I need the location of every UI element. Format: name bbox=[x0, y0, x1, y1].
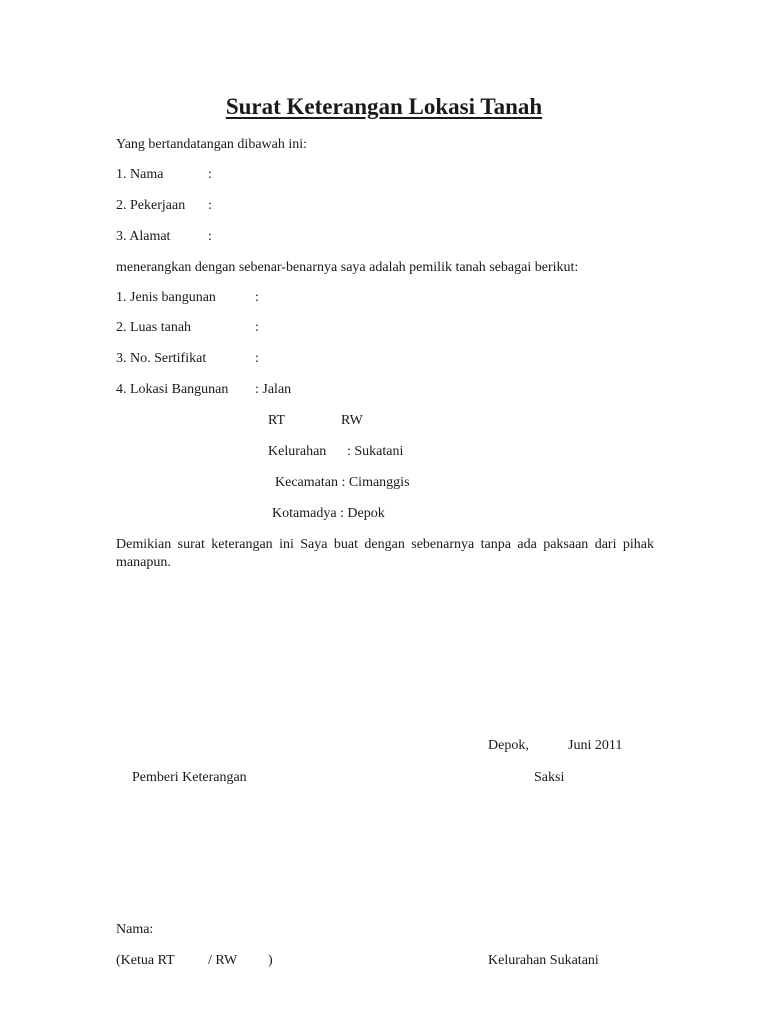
closing-paragraph: Demikian surat keterangan ini Saya buat dengan sebenarnya tanpa ada paksaan dari pihak manapun. bbox=[116, 537, 654, 570]
signature-place: Depok, bbox=[488, 738, 529, 753]
location-rw-label: RW bbox=[341, 413, 363, 428]
field-pekerjaan-label: 2. Pekerjaan bbox=[116, 198, 186, 213]
rw-label: / RW bbox=[208, 953, 238, 968]
location-kelurahan-value: : Sukatani bbox=[347, 444, 404, 459]
field-lokasi-bangunan-value: : Jalan bbox=[255, 382, 292, 397]
field-luas-tanah-label: 2. Luas tanah bbox=[116, 320, 192, 335]
field-pekerjaan-separator: : bbox=[208, 198, 212, 213]
statement-text: menerangkan dengan sebenar-benarnya saya adalah pemilik tanah sebagai berikut: bbox=[116, 260, 579, 275]
signature-date: Juni 2011 bbox=[568, 738, 623, 753]
giver-label: Pemberi Keterangan bbox=[132, 770, 247, 785]
location-rt-label: RT bbox=[268, 413, 286, 428]
ketua-rt-label: (Ketua RT bbox=[116, 953, 175, 968]
field-lokasi-bangunan-label: 4. Lokasi Bangunan bbox=[116, 382, 229, 397]
name-label: Nama: bbox=[116, 922, 154, 937]
field-nama-label: 1. Nama bbox=[116, 167, 164, 182]
field-luas-tanah-separator: : bbox=[255, 320, 259, 335]
field-sertifikat-label: 3. No. Sertifikat bbox=[116, 351, 207, 366]
location-kelurahan-label: Kelurahan bbox=[268, 444, 327, 459]
field-alamat-separator: : bbox=[208, 229, 212, 244]
kelurahan-signature-label: Kelurahan Sukatani bbox=[488, 953, 599, 968]
document-title: Surat Keterangan Lokasi Tanah bbox=[225, 94, 543, 119]
field-jenis-bangunan-label: 1. Jenis bangunan bbox=[116, 290, 216, 305]
field-jenis-bangunan-separator: : bbox=[255, 290, 259, 305]
intro-text: Yang bertandatangan dibawah ini: bbox=[116, 137, 308, 152]
location-kotamadya: Kotamadya : Depok bbox=[272, 506, 385, 521]
witness-label: Saksi bbox=[534, 770, 565, 785]
field-alamat-label: 3. Alamat bbox=[116, 229, 171, 244]
field-sertifikat-separator: : bbox=[255, 351, 259, 366]
close-paren: ) bbox=[268, 953, 273, 968]
location-kecamatan: Kecamatan : Cimanggis bbox=[275, 475, 410, 490]
field-nama-separator: : bbox=[208, 167, 212, 182]
